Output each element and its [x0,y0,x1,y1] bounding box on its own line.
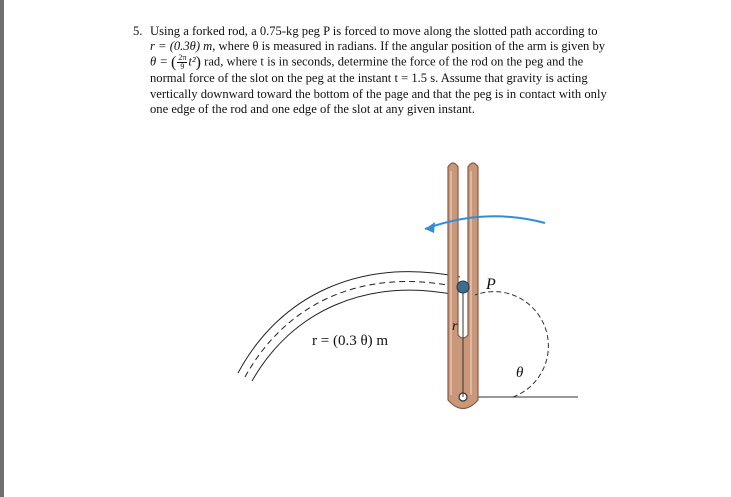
problem-line-2-rest: where θ is measured in radians. If the angular position of the arm is given by [215,39,606,54]
problem-line-5: vertically downward toward the bottom of the page and that the peg is in contact with only [150,86,607,101]
angle-arc [475,292,548,397]
t-squared: t² [188,54,196,69]
problem-text [150,24,693,117]
peg [457,281,469,293]
problem-line-1: Using a forked rod, a 0.75-kg peg P is forced to move along the slotted path according to [150,24,598,38]
peg-label: P [486,276,496,293]
problem-line-2 [150,39,693,54]
problem-line-4: normal force of the slot on the peg at the instant t = 1.5 s. Assume that gravity is acting [150,71,588,86]
path-equation-label: r = (0.3 θ) m [312,333,389,349]
slot-centerline [245,282,458,377]
path-equation-inline: r = (0.3θ) m, [150,39,216,54]
mechanism-figure [220,145,600,425]
theta-equals: θ = [150,54,168,69]
problem-line-3-rest: rad, where t is in seconds, determine the force of the rod on the peg and the [200,54,584,69]
radius-label: r [452,319,458,334]
slot-outer-edge [238,272,460,373]
fraction-numerator: 2π [178,53,187,63]
fraction [177,54,187,71]
angle-label: θ [516,365,524,381]
fraction-denominator: 9 [180,62,185,72]
rotation-arc [425,216,545,229]
problem-statement [133,24,693,117]
left-border [0,0,4,497]
problem-number: 5. [133,24,143,38]
figure-drawing [220,145,600,425]
problem-line-6: one edge of the rod and one edge of the slot at any given instant. [150,101,475,116]
problem-line-3: θ = ( $\frac{2\pi}{9}$ t²) rad, where t is in seconds, determine the force of the rod on the peg and the [150,53,584,72]
